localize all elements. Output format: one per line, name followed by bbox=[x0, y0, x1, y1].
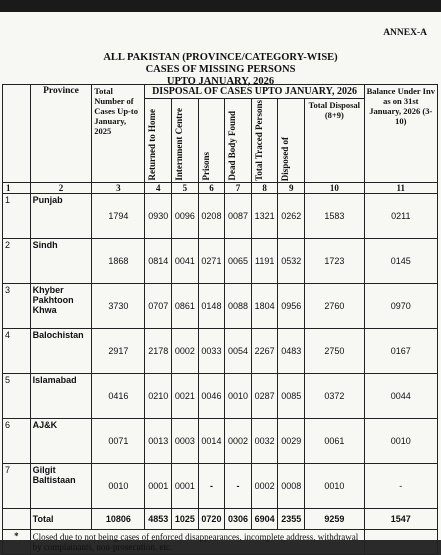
disposed-header bbox=[278, 99, 305, 183]
sr-cell: 6 bbox=[3, 418, 31, 463]
traced-cell: 2267 bbox=[251, 328, 278, 373]
footnote-empty-cell bbox=[364, 529, 437, 554]
col-index: 2 bbox=[30, 182, 92, 193]
header-row-1 bbox=[3, 85, 438, 99]
col-index: 4 bbox=[145, 182, 172, 193]
traced-header-text: Total Traced Persons bbox=[253, 100, 264, 181]
dead-body-header-text: Dead Body Found bbox=[227, 111, 238, 181]
title-line-1: ALL PAKISTAN (PROVINCE/CATEGORY-WISE) bbox=[103, 52, 338, 63]
returned-cell: 0013 bbox=[145, 418, 172, 463]
dead-cell: 0088 bbox=[225, 283, 252, 328]
col-index: 6 bbox=[198, 182, 225, 193]
sr-cell: 7 bbox=[3, 463, 31, 508]
col-index: 1 bbox=[3, 182, 31, 193]
province-cell: AJ&K bbox=[30, 418, 92, 463]
total-row bbox=[3, 508, 438, 529]
internment-cell: 0041 bbox=[172, 238, 199, 283]
disposed-cell: 0483 bbox=[278, 328, 305, 373]
traced-cell: 0287 bbox=[251, 373, 278, 418]
total-disposal-cell: 0010 bbox=[305, 463, 365, 508]
total-disposal-cell: 2750 bbox=[305, 328, 365, 373]
traced-header bbox=[251, 99, 278, 183]
traced-cell: 6904 bbox=[251, 508, 278, 529]
prisons-cell: 0046 bbox=[198, 373, 225, 418]
disposed-cell: 2355 bbox=[278, 508, 305, 529]
dead-cell: 0065 bbox=[225, 238, 252, 283]
traced-cell: 1191 bbox=[251, 238, 278, 283]
col-index: 9 bbox=[278, 182, 305, 193]
traced-cell: 1804 bbox=[251, 283, 278, 328]
total-cell: 1794 bbox=[92, 193, 145, 238]
balance-cell: 0970 bbox=[364, 283, 437, 328]
title-line-3: UPTO JANUARY, 2026 bbox=[166, 76, 275, 87]
col-index: 3 bbox=[92, 182, 145, 193]
total-disposal-cell: 0372 bbox=[305, 373, 365, 418]
returned-header-text: Returned to Home bbox=[147, 109, 158, 181]
table-row bbox=[3, 193, 438, 238]
disposed-cell: 0085 bbox=[278, 373, 305, 418]
col-index: 11 bbox=[364, 182, 437, 193]
balance-cell: 0010 bbox=[364, 418, 437, 463]
total-disposal-cell: 1723 bbox=[305, 238, 365, 283]
traced-cell: 0032 bbox=[251, 418, 278, 463]
internment-cell: 1025 bbox=[172, 508, 199, 529]
prisons-cell: 0014 bbox=[198, 418, 225, 463]
internment-cell: 0861 bbox=[172, 283, 199, 328]
missing-persons-table bbox=[2, 84, 438, 555]
returned-header bbox=[145, 99, 172, 183]
sr-cell: 5 bbox=[3, 373, 31, 418]
total-label: Total bbox=[30, 508, 92, 529]
total-cell: 0010 bbox=[92, 463, 145, 508]
table-row bbox=[3, 328, 438, 373]
sr-cell: 1 bbox=[3, 193, 31, 238]
province-cell: Punjab bbox=[30, 193, 92, 238]
sr-cell: 4 bbox=[3, 328, 31, 373]
prisons-cell: 0271 bbox=[198, 238, 225, 283]
total-cell: 3730 bbox=[92, 283, 145, 328]
disposed-cell: 0008 bbox=[278, 463, 305, 508]
total-cell: 10806 bbox=[92, 508, 145, 529]
total-disposal-cell: 0061 bbox=[305, 418, 365, 463]
internment-cell: 0021 bbox=[172, 373, 199, 418]
internment-header bbox=[172, 99, 199, 183]
province-cell: Khyber Pakhtoon Khwa bbox=[30, 283, 92, 328]
col-index: 7 bbox=[225, 182, 252, 193]
disposed-header-text: Disposed of bbox=[280, 136, 291, 181]
traced-cell: 1321 bbox=[251, 193, 278, 238]
sr-cell: 3 bbox=[3, 283, 31, 328]
province-cell: Sindh bbox=[30, 238, 92, 283]
internment-cell: 0001 bbox=[172, 463, 199, 508]
total-disposal-cell: 2760 bbox=[305, 283, 365, 328]
returned-cell: 0210 bbox=[145, 373, 172, 418]
disposed-cell: 0532 bbox=[278, 238, 305, 283]
prisons-cell: 0033 bbox=[198, 328, 225, 373]
internment-header-text: Internment Centre bbox=[174, 108, 185, 181]
footnote-text: Closed due to not being cases of enforced disappearances, incomplete address, withdrawal by complainants, non-prosecution. etc. bbox=[30, 529, 364, 554]
traced-cell: 0002 bbox=[251, 463, 278, 508]
prisons-cell: 0720 bbox=[198, 508, 225, 529]
total-sr-cell bbox=[3, 508, 31, 529]
col-index: 5 bbox=[172, 182, 199, 193]
returned-cell: 0930 bbox=[145, 193, 172, 238]
table-row bbox=[3, 373, 438, 418]
title-line-2: CASES OF MISSING PERSONS bbox=[145, 64, 296, 75]
sr-header bbox=[3, 85, 31, 183]
col-index: 8 bbox=[251, 182, 278, 193]
footnote-mark: * bbox=[3, 529, 31, 554]
returned-cell: 0001 bbox=[145, 463, 172, 508]
prisons-header-text: Prisons bbox=[200, 152, 211, 181]
dead-body-header bbox=[225, 99, 252, 183]
total-cell: 2917 bbox=[92, 328, 145, 373]
internment-cell: 0096 bbox=[172, 193, 199, 238]
disposal-group-header: DISPOSAL OF CASES UPTO JANUARY, 2026 bbox=[145, 85, 364, 99]
annex-label: ANNEX-A bbox=[383, 28, 427, 38]
prisons-header bbox=[198, 99, 225, 183]
returned-cell: 2178 bbox=[145, 328, 172, 373]
disposed-cell: 0956 bbox=[278, 283, 305, 328]
internment-cell: 0003 bbox=[172, 418, 199, 463]
balance-cell: 0167 bbox=[364, 328, 437, 373]
total-disposal-header: Total Disposal (8+9) bbox=[305, 99, 365, 183]
total-cases-header: Total Number of Cases Up-to January, 2025 bbox=[92, 85, 145, 183]
internment-cell: 0002 bbox=[172, 328, 199, 373]
dead-cell: 0087 bbox=[225, 193, 252, 238]
sr-cell: 2 bbox=[3, 238, 31, 283]
footnote-row bbox=[3, 529, 438, 554]
prisons-cell: 0148 bbox=[198, 283, 225, 328]
balance-cell: 0145 bbox=[364, 238, 437, 283]
returned-cell: 0814 bbox=[145, 238, 172, 283]
dead-cell: 0002 bbox=[225, 418, 252, 463]
total-cell: 0071 bbox=[92, 418, 145, 463]
balance-cell: 0211 bbox=[364, 193, 437, 238]
province-cell: Balochistan bbox=[30, 328, 92, 373]
balance-cell: 1547 bbox=[364, 508, 437, 529]
total-cell: 1868 bbox=[92, 238, 145, 283]
returned-cell: 4853 bbox=[145, 508, 172, 529]
column-index-row bbox=[3, 182, 438, 193]
total-disposal-cell: 1583 bbox=[305, 193, 365, 238]
province-header: Province bbox=[30, 85, 92, 183]
dead-cell: 0054 bbox=[225, 328, 252, 373]
col-index: 10 bbox=[305, 182, 365, 193]
document-title bbox=[0, 52, 441, 88]
total-cell: 0416 bbox=[92, 373, 145, 418]
prisons-cell: 0208 bbox=[198, 193, 225, 238]
dead-cell: - bbox=[225, 463, 252, 508]
table-row bbox=[3, 418, 438, 463]
disposed-cell: 0262 bbox=[278, 193, 305, 238]
dead-cell: 0010 bbox=[225, 373, 252, 418]
balance-header: Balance Under Inv as on 31st January, 2026 (3-10) bbox=[364, 85, 437, 183]
table-row bbox=[3, 463, 438, 508]
table-row bbox=[3, 283, 438, 328]
total-disposal-cell: 9259 bbox=[305, 508, 365, 529]
table-row bbox=[3, 238, 438, 283]
balance-cell: 0044 bbox=[364, 373, 437, 418]
dead-cell: 0306 bbox=[225, 508, 252, 529]
province-cell: Islamabad bbox=[30, 373, 92, 418]
returned-cell: 0707 bbox=[145, 283, 172, 328]
province-cell: Gilgit Baltistaan bbox=[30, 463, 92, 508]
balance-cell: - bbox=[364, 463, 437, 508]
prisons-cell: - bbox=[198, 463, 225, 508]
disposed-cell: 0029 bbox=[278, 418, 305, 463]
